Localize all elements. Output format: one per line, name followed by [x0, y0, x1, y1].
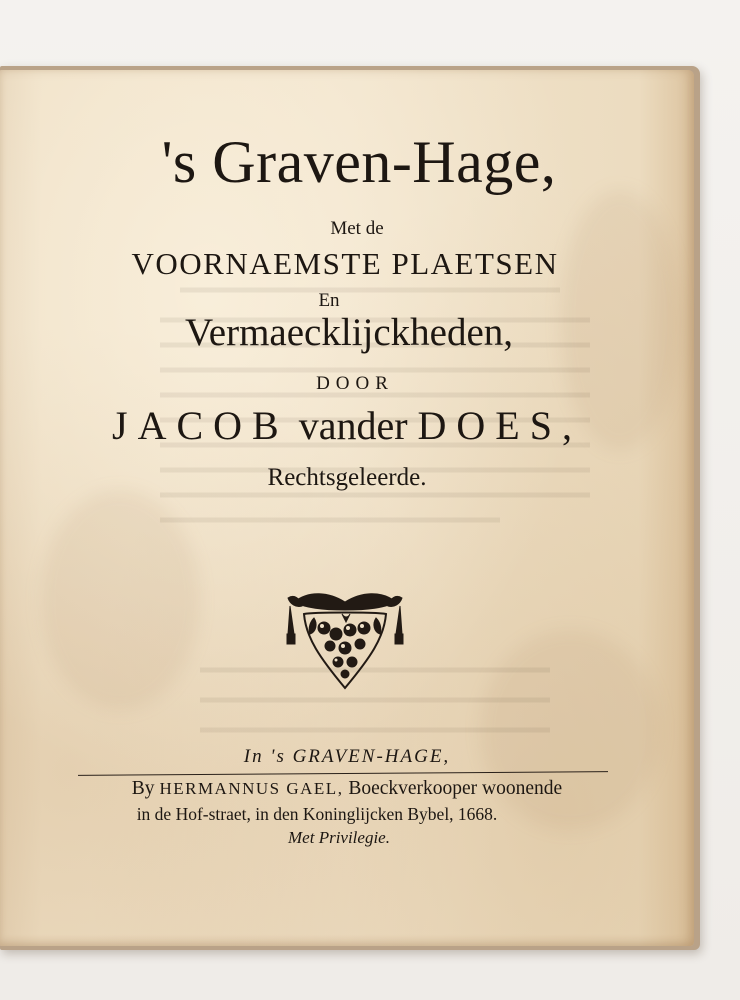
author-name	[0, 402, 694, 449]
subtitle-vermaecklijckheden: Vermaecklijckheden,	[184, 311, 514, 354]
author-middle-name: vander	[298, 403, 408, 448]
imprint-by: By	[131, 778, 155, 799]
imprint-line-1	[0, 778, 694, 800]
imprint-printer: HERMANNUS GAEL,	[159, 779, 344, 798]
imprint-privilege: Met Privilegie.	[288, 828, 390, 847]
book-title: 's Graven-Hage,	[161, 129, 557, 195]
title-page	[0, 70, 694, 946]
floral-basket-ornament-icon	[284, 588, 406, 694]
author-last-name: DOES,	[417, 403, 582, 448]
author-door: DOOR	[316, 373, 394, 394]
subtitle-en: En	[318, 290, 340, 311]
author-title: Rechtsgeleerde.	[267, 464, 427, 491]
subtitle-met-de: Met de	[330, 218, 384, 239]
imprint-address: in de Hof-straet, in den Koninglijcken Bybel, 1668.	[136, 804, 498, 824]
author-first-name: JACOB	[112, 403, 289, 448]
subtitle-voornaemste: VOORNAEMSTE PLAETSEN	[131, 246, 559, 281]
imprint-place: In 's GRAVEN-HAGE,	[243, 746, 451, 767]
imprint-trade: Boeckverkooper woonende	[348, 778, 563, 799]
